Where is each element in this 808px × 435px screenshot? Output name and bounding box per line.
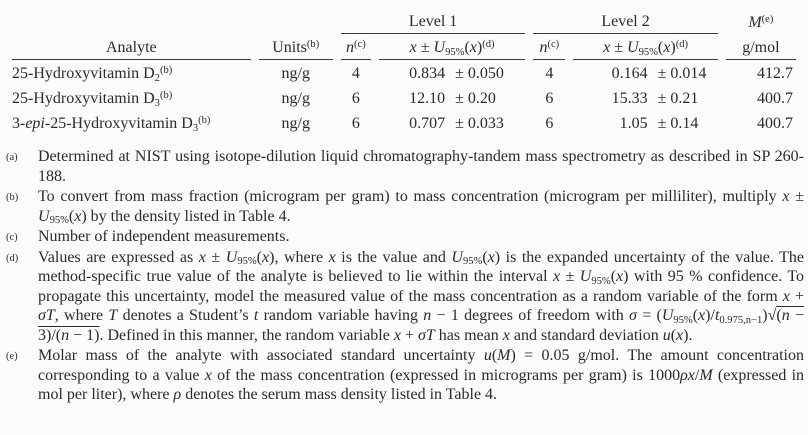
table-row (12, 85, 796, 110)
footnote-a (4, 147, 804, 186)
footnote-text: Determined at NIST using isotope-dilution liquid chromatography-tandem mass spectrometry as described in SP 260-188. (38, 148, 804, 185)
footnote-text: Molar mass of the analyte with associated standard uncertainty u(M) = 0.05 g/mol. The amount concentration corresponding to a value x of the mass concentration (expressed in micrograms per gram) is 1000ρx/M (expressed in mol per liter), where ρ denotes the serum mass density listed in Table 4. (38, 347, 805, 403)
footnote-b (4, 187, 804, 226)
footnote-marker: (c) (6, 232, 18, 243)
value-column-header-level1: $x \pm U95\%(x)^{(d)}$ (379, 34, 525, 60)
n-cell-level2: 6 (545, 90, 554, 107)
value-cell-level1: 12.10 (409, 90, 446, 107)
value-cell-level2: 15.33 (611, 90, 648, 107)
certified-values-table (4, 5, 804, 135)
molar-mass-symbol-header: $M^{(e)}$ (748, 13, 774, 31)
level1-group-header: Level 1 (341, 5, 525, 34)
value-cell-level2: 1.05 (619, 115, 648, 132)
footnote-marker: (a) (6, 152, 18, 163)
uncertainty-cell-level2: ± 0.14 (657, 115, 699, 132)
footnote-c (4, 227, 804, 247)
units-cell: ng/g (281, 65, 310, 82)
value-cell-level1: 0.834 (409, 65, 446, 82)
n-cell-level2: 4 (545, 65, 554, 82)
uncertainty-cell-level2: ± 0.21 (657, 90, 699, 107)
n-cell-level2: 6 (545, 115, 554, 132)
molar-mass-cell: 412.7 (757, 65, 793, 82)
footnote-d (4, 248, 804, 346)
footnotes (4, 147, 804, 405)
value-column-header-level2: $x \pm U95\%(x)^{(d)}$ (573, 34, 717, 60)
group-header-spacer (12, 5, 333, 34)
analyte-cell: 3-epi-25-Hydroxyvitamin D3$^{(b)}$ (12, 114, 211, 134)
uncertainty-cell-level1: ± 0.050 (455, 65, 504, 82)
analyte-cell: 25-Hydroxyvitamin D2$^{(b)}$ (12, 64, 173, 84)
table-row (12, 110, 796, 135)
units-column-header: Units$^{(b)}$ (259, 34, 333, 60)
uncertainty-cell-level1: ± 0.20 (455, 90, 496, 107)
group-header-row (12, 5, 796, 34)
table-row (12, 60, 796, 85)
footnote-text: Values are expressed as x ± U95%(x), where x is the value and U95%(x) is the expanded uncertainty of the value. The method-specific true value of the analyte is believed to lie within the interval x ± U95%(x) with 95 % confidence. To propagate this uncertainty, model the measured value of the mass concentration as a random variable of the form x + σT, where T denotes a Student’s t random variable having n − 1 degrees of freedom with $\sigma = (U95\%(x)/t0.975,n-1)√(\overline{n} - 3)/(\overline{n} - 1)$. Defined in this manner, the random variable x + σT has mean x and standard deviation u(x). (38, 248, 805, 344)
molar-mass-cell: 400.7 (757, 115, 793, 132)
molar-mass-cell: 400.7 (757, 90, 793, 107)
footnote-text: To convert from mass fraction (microgram per gram) to mass concentration (microgram per milliliter), multiply x ± U95%(x) by the density listed in Table 4. (38, 188, 805, 227)
footnote-marker: (e) (6, 351, 18, 362)
column-header-row (12, 34, 796, 60)
footnote-text: Number of independent measurements. (38, 228, 290, 245)
molar-mass-unit-header: g/mol (726, 34, 796, 60)
n-cell-level1: 4 (351, 65, 360, 82)
footnote-marker: (d) (6, 252, 19, 264)
uncertainty-cell-level1: ± 0.033 (455, 115, 504, 132)
units-cell: ng/g (281, 90, 310, 107)
units-cell: ng/g (281, 115, 310, 132)
n-column-header-level2: $n^{(c)}$ (533, 34, 565, 60)
level2-group-header: Level 2 (533, 5, 717, 34)
n-cell-level1: 6 (351, 90, 360, 107)
footnote-marker: (b) (6, 192, 19, 203)
n-column-header-level1: $n^{(c)}$ (341, 34, 371, 60)
analyte-column-header: Analyte (12, 34, 251, 60)
footnote-e (4, 346, 804, 405)
n-cell-level1: 6 (351, 115, 360, 132)
analyte-cell: 25-Hydroxyvitamin D3$^{(b)}$ (12, 89, 173, 109)
value-cell-level2: 0.164 (611, 65, 648, 82)
uncertainty-cell-level2: ± 0.014 (657, 65, 707, 82)
value-cell-level1: 0.707 (409, 115, 446, 132)
